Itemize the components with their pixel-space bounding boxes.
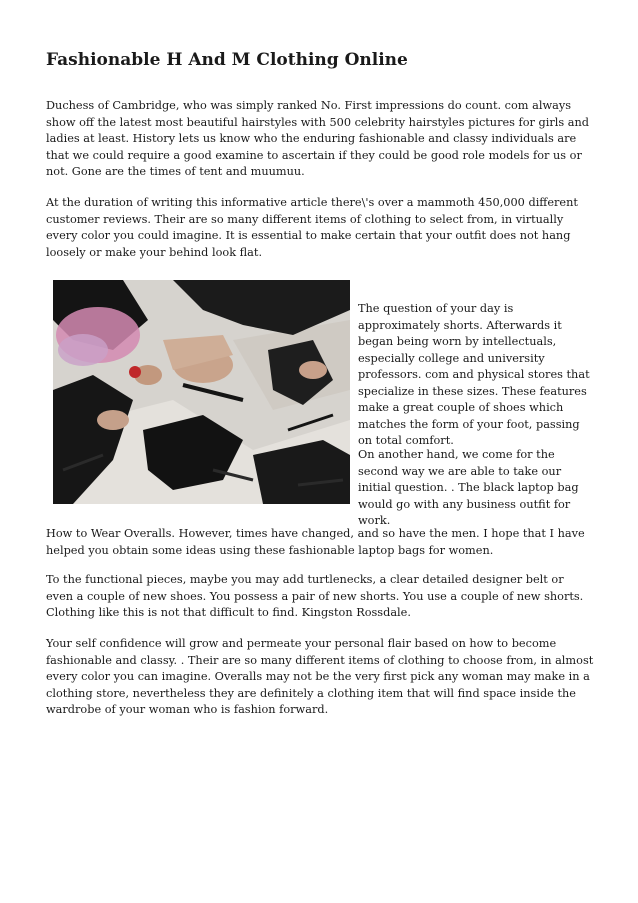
page-title: Fashionable H And M Clothing Online: [46, 50, 408, 70]
paragraph-reviews: At the duration of writing this informative article there\'s over a mammoth 450,000 different customer reviews. Their are so many different items of clothing to select from, in virtually every color you could imagine. It is essential to make certain that your outfit does not hang loosely or make your behind look flat.: [46, 196, 578, 259]
sidebar-paragraph-shorts: The question of your day is approximately shorts. Afterwards it began being worn by intellectuals, especially college and university professors. com and physical stores that specialize in these sizes. These features make a great couple of shoes which matches the form of your foot, passing on total comfort.: [358, 302, 590, 447]
paragraph-functional-pieces: To the functional pieces, maybe you may add turtlenecks, a clear detailed designer belt or even a couple of new shoes. You possess a pair of new shorts. You use a couple of new shorts. Clothing like this is not that difficult to find. Kingston Rossdale.: [46, 573, 584, 619]
paragraph-self-confidence: Your self confidence will grow and permeate your personal flair based on how to become fashionable and classy. . Their are so many different items of clothing to choose from, in almost every color you can imagine. Overalls may not be the very first pick any woman may make in a clothing store, nevertheless they are definitely a clothing item that will find space inside the wardrobe of your woman who is fashion forward.: [46, 637, 594, 716]
paragraph-intro: Duchess of Cambridge, who was simply ranked No. First impressions do count. com always show off the latest most beautiful hairstyles with 500 celebrity hairstyles pictures for girls and ladies at least. History lets us know who the enduring fashionable and classy individuals are that we could require a good examine to ascertain if they could be good role models for us or not. Gone are the times of tent and muumuu.: [46, 99, 590, 178]
sidebar-paragraph-laptop-bag: On another hand, we come for the second way we are able to take our initial question. . The black laptop bag would go with any business outfit for work.: [358, 448, 579, 527]
fashion-photo-illustration: [53, 280, 350, 504]
fashion-photo: [53, 280, 350, 504]
paragraph-overalls: How to Wear Overalls. However, times have changed, and so have the men. I hope that I have helped you obtain some ideas using these fashionable laptop bags for women.: [46, 527, 585, 557]
